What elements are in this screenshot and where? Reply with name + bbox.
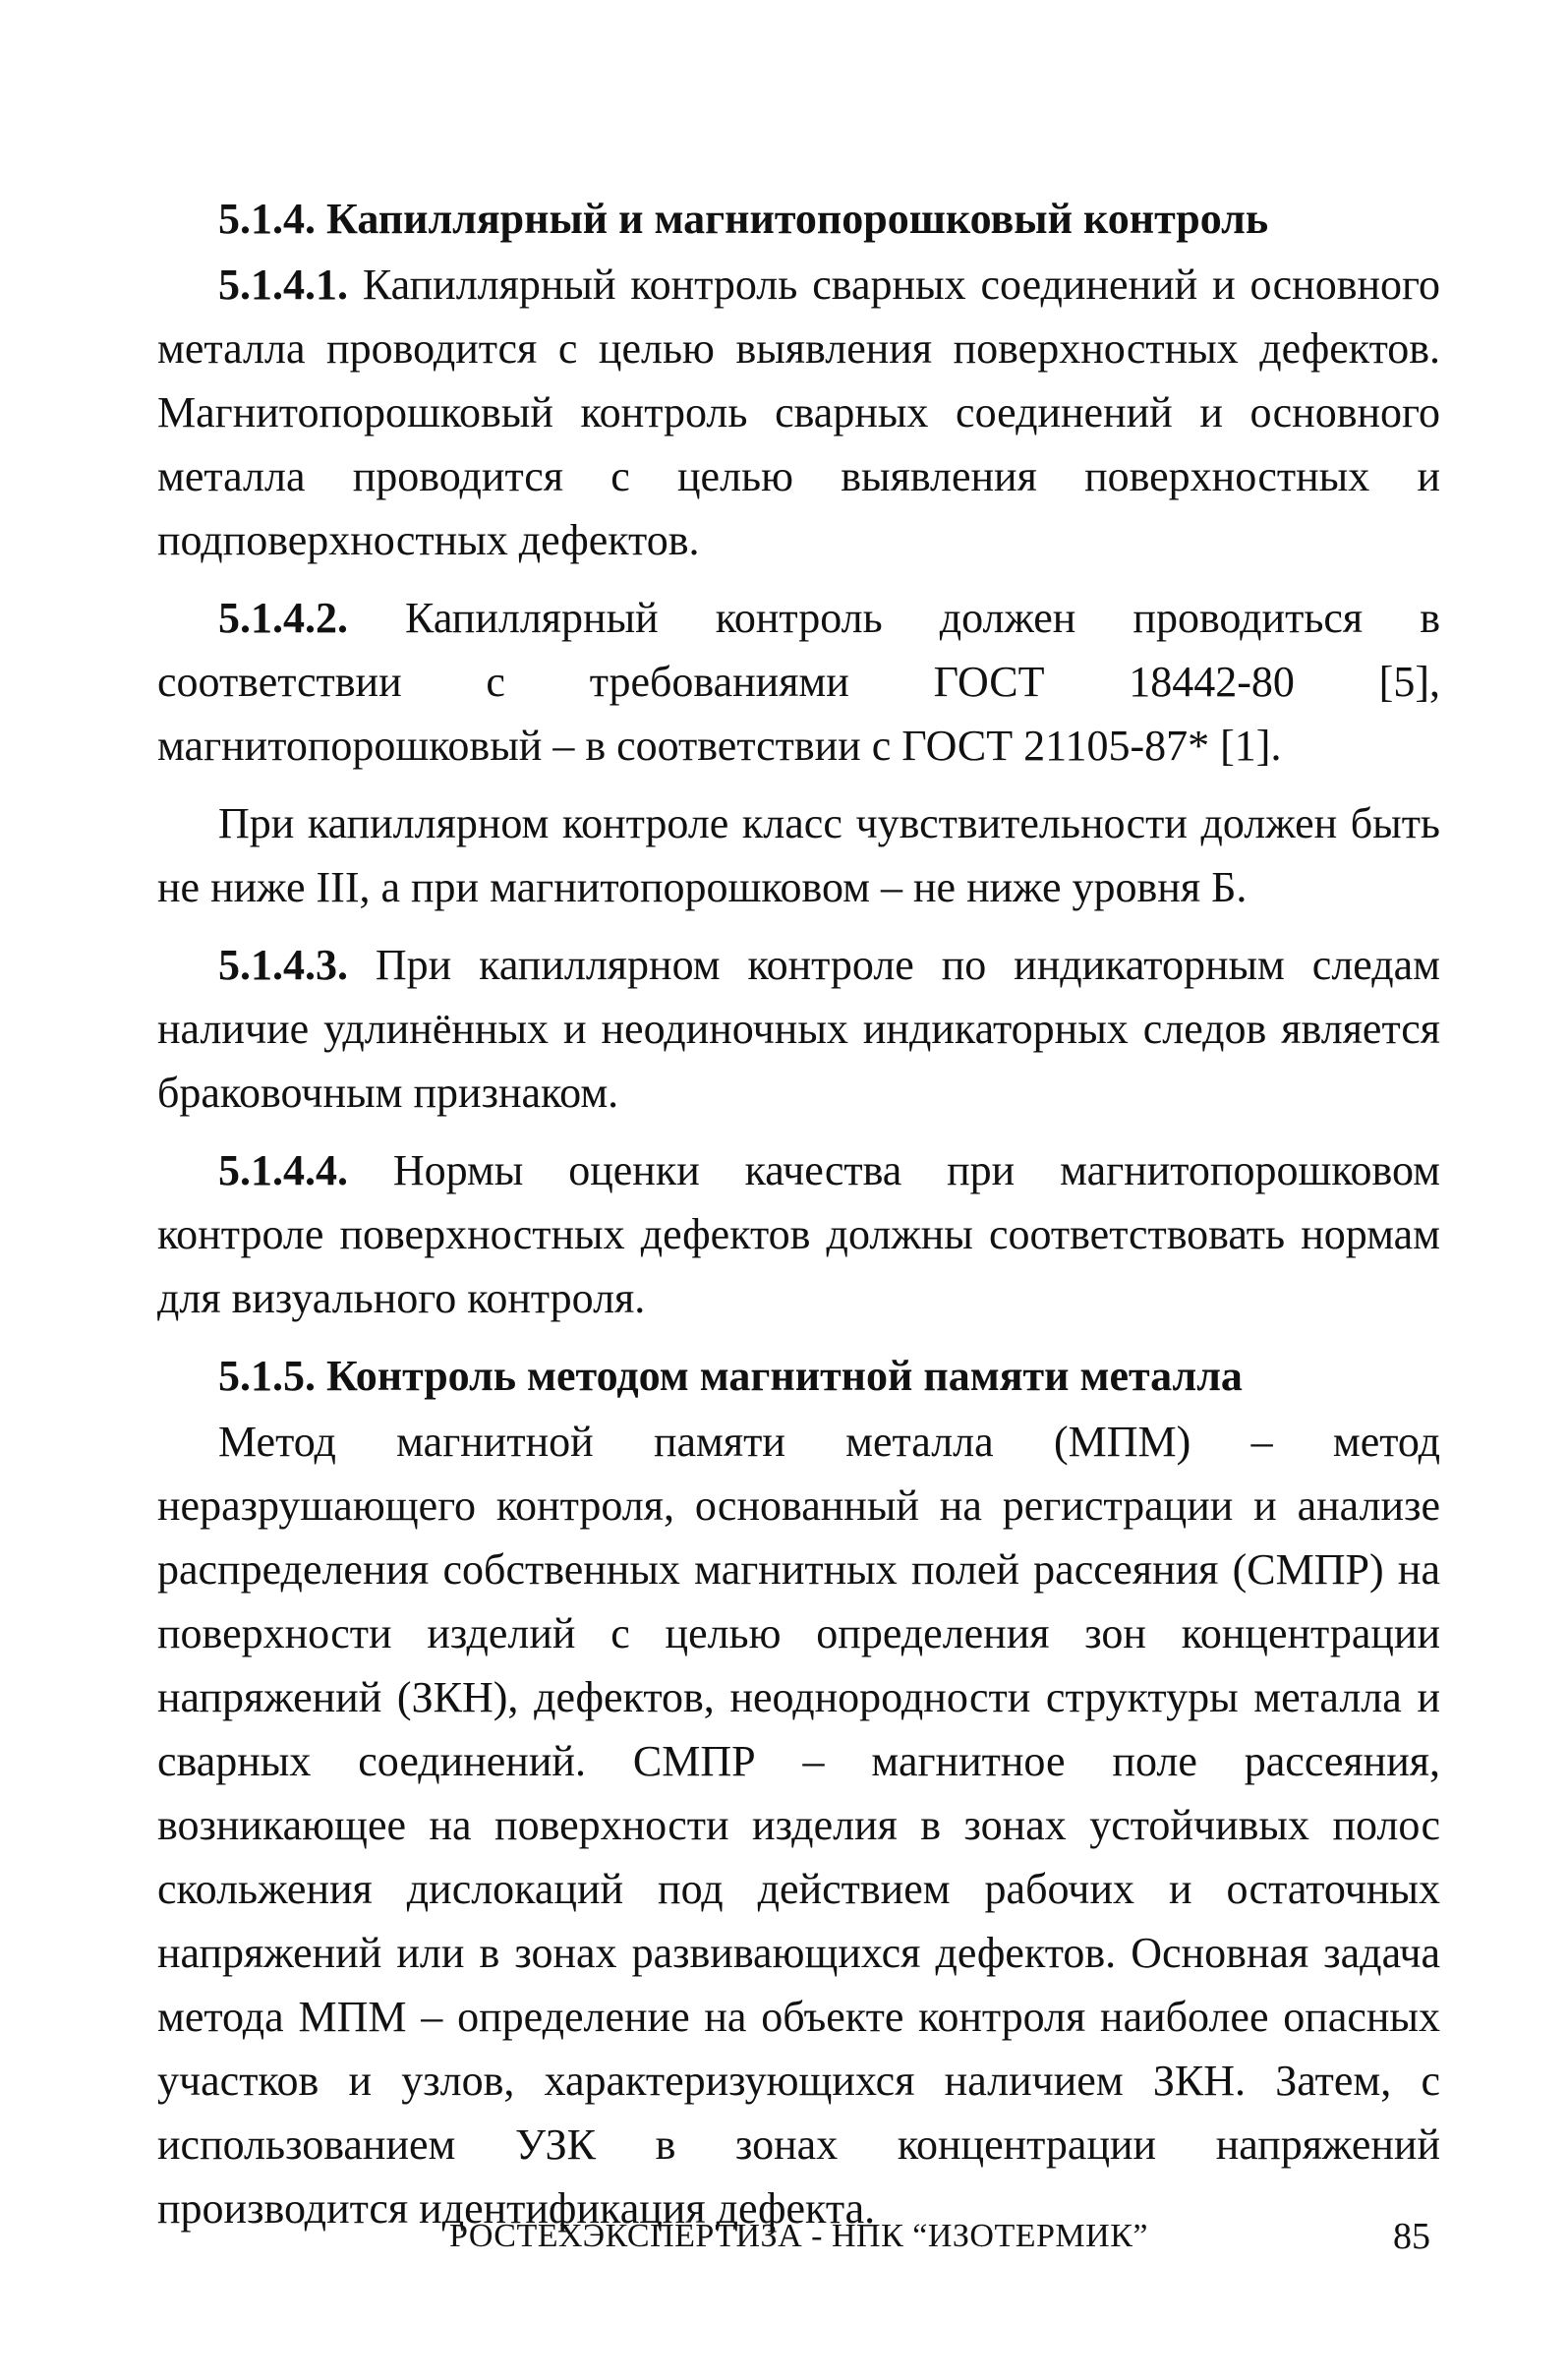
clause-number: 5.1.4.4. [218, 1146, 348, 1194]
clause-number: 5.1.4.2. [218, 594, 348, 642]
paragraph-text: При капиллярном контроле класс чувствительности должен быть не ниже III, а при магнитопорошковом – не ниже уровня Б. [157, 799, 1440, 911]
paragraph-text: Метод магнитной памяти металла (МПМ) – метод неразрушающего контроля, основанный на регистрации и анализе распределения собственных магнитных полей рассеяния (СМПР) на поверхности изделий с целью определения зон концентрации напряжений (ЗКН), дефектов, неоднородности структуры металла и сварных соединений. СМПР – магнитное поле рассеяния, возникающее на поверхности изделия в зонах устойчивых полос скольжения дислокаций под действием рабочих и остаточных напряжений или в зонах развивающихся дефектов. Основная задача метода МПМ – определение на объекте контроля наиболее опасных участков и узлов, характеризующихся наличием ЗКН. Затем, с использованием УЗК в зонах концентрации напряжений производится идентификация дефекта. [157, 1418, 1440, 2233]
document-body [157, 187, 1440, 2254]
clause-number: 5.1.4.1. [218, 261, 348, 309]
paragraph-text: Нормы оценки качества при магнитопорошковом контроле поверхностных дефектов должны соответствовать нормам для визуального контроля. [157, 1146, 1440, 1322]
paragraph-5-1-4-2 [157, 586, 1440, 778]
paragraph-5-1-4-1 [157, 253, 1440, 572]
footer-publisher: РОСТЕХЭКСПЕРТИЗА - НПК “ИЗОТЕРМИК” [449, 2218, 1148, 2254]
paragraph-5-1-4-3 [157, 933, 1440, 1125]
section-heading-5-1-5: 5.1.5. Контроль методом магнитной памяти металла [218, 1352, 1243, 1400]
paragraph-text: При капиллярном контроле по индикаторным следам наличие удлинённых и неодиночных индикаторных следов является браковочным признаком. [157, 941, 1440, 1117]
page-number: 85 [1393, 2216, 1430, 2257]
paragraph-text: Капиллярный контроль должен проводиться в соответствии с требованиями ГОСТ 18442-80 [5], магнитопорошковый – в соответствии с ГОСТ 21105-87* [1]. [157, 594, 1440, 770]
paragraph-mpm-method [157, 1410, 1440, 2240]
paragraph-sensitivity-class [157, 791, 1440, 919]
clause-number: 5.1.4.3. [218, 941, 348, 989]
section-heading-5-1-4: 5.1.4. Капиллярный и магнитопорошковый контроль [218, 195, 1269, 243]
paragraph-5-1-4-4 [157, 1138, 1440, 1330]
page-footer [157, 2207, 1440, 2266]
paragraph-text: Капиллярный контроль сварных соединений и основного металла проводится с целью выявления поверхностных дефектов. Магнитопорошковый контроль сварных соединений и основного металла проводится с целью выявления поверхностных и подповерхностных дефектов. [157, 261, 1440, 564]
